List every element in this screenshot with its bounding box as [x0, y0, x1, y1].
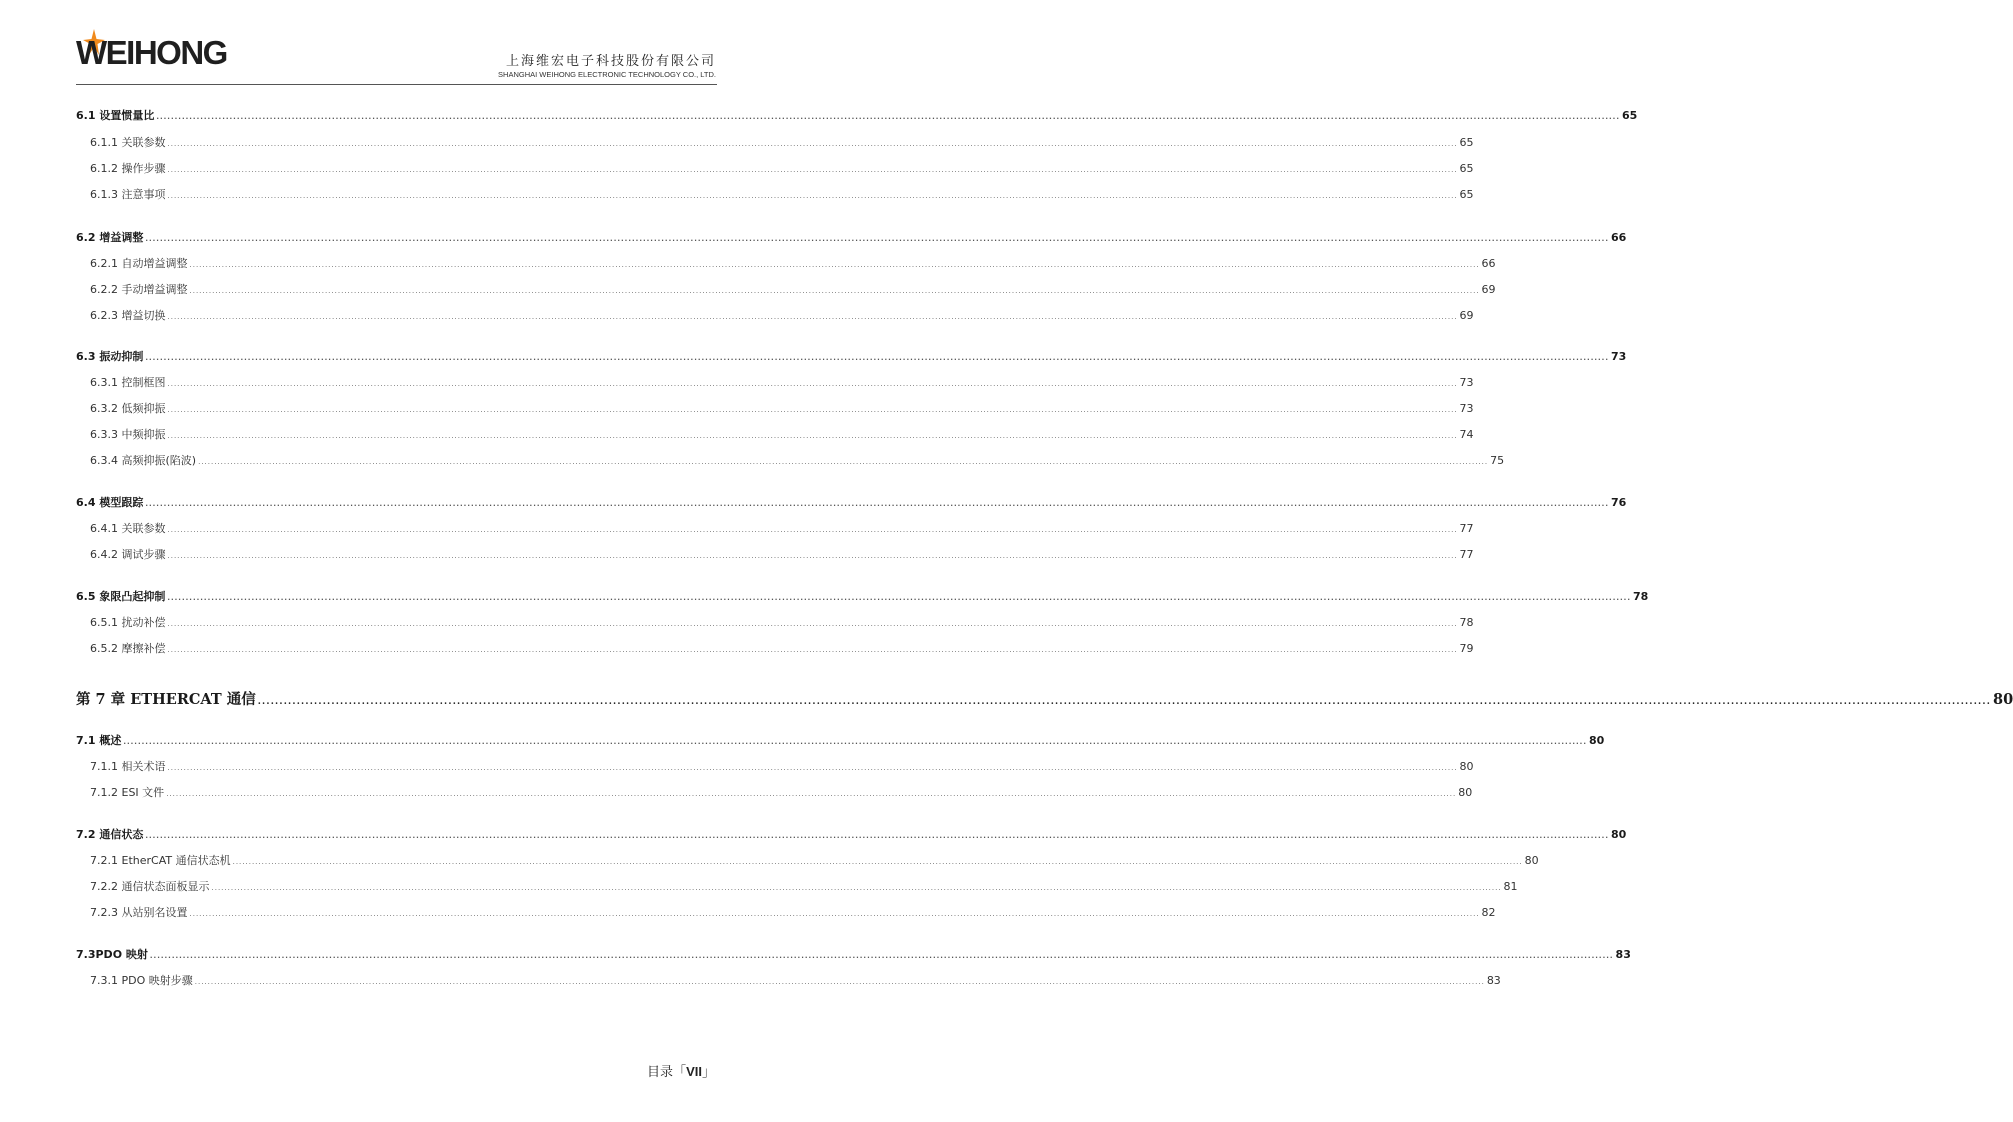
- toc-chapter-entry[interactable]: [0, 688, 2013, 712]
- toc-dot-leader: ................................................................................................................................................................................................................................................................................................................................................................................................................: [167, 406, 1458, 414]
- toc-dot-leader: ................................................................................................................................................................................................................................................................................................................................................................................................................: [167, 526, 1458, 534]
- toc-entry-page: 73: [1459, 376, 1474, 389]
- toc-dot-leader: ................................................................................................................................................................................................................................................................................................................................................................................................................: [189, 910, 1480, 918]
- toc-entry-page: 65: [1459, 188, 1474, 201]
- toc-dot-leader: ................................................................................................................................................................................................................................................................................................................................................................................................................: [167, 313, 1458, 321]
- footer-page-number: VII: [686, 1064, 702, 1079]
- footer-label: 目录: [647, 1065, 674, 1080]
- toc-entry-page: 66: [1481, 257, 1496, 270]
- toc-entry-page: 80: [1459, 760, 1474, 773]
- toc-entry-page: 69: [1459, 309, 1474, 322]
- toc-entry-page: 79: [1459, 642, 1474, 655]
- toc-section-entry[interactable]: [0, 826, 1627, 846]
- toc-entry-page: 73: [1459, 402, 1474, 415]
- toc-entry-number: 6.2.3: [90, 309, 122, 322]
- toc-entry-page: 80: [1589, 734, 1605, 747]
- toc-entry-title: 高频抑振(陷波): [121, 454, 197, 467]
- toc-dot-leader: ................................................................................................................................................................................................................................................................................................................................................................................................................: [145, 354, 1609, 362]
- toc-dot-leader: ................................................................................................................................................................................................................................................................................................................................................................................................................: [149, 952, 1614, 960]
- toc-entry-title: ETHERCAT 通信: [130, 691, 256, 708]
- toc-dot-leader: ................................................................................................................................................................................................................................................................................................................................................................................................................: [189, 287, 1480, 295]
- toc-entry-number: 6.2: [76, 231, 100, 244]
- toc-entry-page: 74: [1459, 428, 1474, 441]
- toc-entry-page: 69: [1481, 283, 1496, 296]
- toc-entry-title: 增益调整: [99, 231, 144, 244]
- toc-dot-leader: ................................................................................................................................................................................................................................................................................................................................................................................................................: [167, 620, 1458, 628]
- footer-bracket-close: 」: [701, 1065, 715, 1080]
- toc-section-entry[interactable]: [0, 732, 1605, 752]
- toc-entry-title: 振动抑制: [99, 350, 144, 363]
- toc-subsection-entry[interactable]: [0, 281, 1496, 301]
- toc-dot-leader: ................................................................................................................................................................................................................................................................................................................................................................................................................: [167, 432, 1458, 440]
- toc-entry-title: 低频抑振: [121, 402, 166, 415]
- toc-dot-leader: ................................................................................................................................................................................................................................................................................................................................................................................................................: [211, 884, 1502, 892]
- toc-subsection-entry[interactable]: [0, 255, 1496, 275]
- toc-entry-number: 6.2.2: [90, 283, 122, 296]
- toc-entry-title: 通信状态: [99, 828, 144, 841]
- toc-entry-title: 象限凸起抑制: [99, 590, 166, 603]
- toc-entry-page: 78: [1633, 590, 1649, 603]
- toc-dot-leader: ................................................................................................................................................................................................................................................................................................................................................................................................................: [167, 380, 1458, 388]
- header-divider: [76, 84, 717, 85]
- toc-subsection-entry[interactable]: [0, 614, 1474, 634]
- toc-entry-title: 增益切换: [121, 309, 166, 322]
- toc-entry-page: 80: [1458, 786, 1473, 799]
- toc-entry-title: 调试步骤: [121, 548, 166, 561]
- toc-subsection-entry[interactable]: [0, 640, 1474, 660]
- toc-dot-leader: ................................................................................................................................................................................................................................................................................................................................................................................................................: [167, 140, 1458, 148]
- toc-subsection-entry[interactable]: [0, 160, 1474, 180]
- toc-entry-title: EtherCAT 通信状态机: [121, 854, 231, 867]
- footer-bracket-open: 「: [673, 1065, 687, 1080]
- toc-entry-title: PDO 映射: [95, 948, 148, 961]
- toc-entry-number: 6.1: [76, 109, 100, 122]
- toc-entry-page: 77: [1459, 548, 1474, 561]
- toc-entry-number: 7.1.1: [90, 760, 122, 773]
- company-name-cn: 上海维宏电子科技股份有限公司: [505, 54, 716, 69]
- toc-entry-page: 83: [1615, 948, 1631, 961]
- toc-entry-number: 6.4.1: [90, 522, 122, 535]
- toc-entry-page: 65: [1459, 136, 1474, 149]
- toc-entry-title: 通信状态面板显示: [121, 880, 210, 893]
- toc-dot-leader: ................................................................................................................................................................................................................................................................................................................................................................................................................: [145, 832, 1609, 840]
- toc-entry-number: 7.1.2: [90, 786, 122, 799]
- toc-entry-number: 6.1.3: [90, 188, 122, 201]
- toc-entry-number: 7.2: [76, 828, 100, 841]
- toc-entry-page: 80: [1524, 854, 1539, 867]
- toc-entry-title: 中频抑振: [121, 428, 166, 441]
- toc-entry-page: 80: [1611, 828, 1627, 841]
- toc-dot-leader: ................................................................................................................................................................................................................................................................................................................................................................................................................: [156, 113, 1620, 121]
- toc-entry-number: 6.5: [76, 590, 100, 603]
- toc-entry-title: 从站别名设置: [121, 906, 188, 919]
- toc-entry-title: 设置惯量比: [99, 109, 155, 122]
- toc-subsection-entry[interactable]: [0, 452, 1505, 472]
- toc-dot-leader: ................................................................................................................................................................................................................................................................................................................................................................................................................: [257, 697, 1992, 707]
- toc-entry-title: 关联参数: [121, 522, 166, 535]
- toc-subsection-entry[interactable]: [0, 186, 1474, 206]
- toc-entry-title: 注意事项: [121, 188, 166, 201]
- toc-dot-leader: ................................................................................................................................................................................................................................................................................................................................................................................................................: [167, 192, 1458, 200]
- toc-entry-title: 关联参数: [121, 136, 166, 149]
- toc-entry-title: 模型跟踪: [99, 496, 144, 509]
- toc-entry-page: 83: [1486, 974, 1501, 987]
- toc-dot-leader: ................................................................................................................................................................................................................................................................................................................................................................................................................: [167, 594, 1631, 602]
- toc-entry-number: 6.3.4: [90, 454, 122, 467]
- toc-entry-page: 73: [1611, 350, 1627, 363]
- toc-entry-page: 81: [1503, 880, 1518, 893]
- toc-subsection-entry[interactable]: [0, 904, 1496, 924]
- toc-dot-leader: ................................................................................................................................................................................................................................................................................................................................................................................................................: [166, 790, 1457, 798]
- toc-entry-number: 6.1.2: [90, 162, 122, 175]
- toc-entry-page: 65: [1459, 162, 1474, 175]
- toc-entry-number: 7.3: [76, 948, 96, 961]
- toc-dot-leader: ................................................................................................................................................................................................................................................................................................................................................................................................................: [123, 738, 1587, 746]
- toc-subsection-entry[interactable]: [0, 878, 1518, 898]
- toc-entry-number: 6.1.1: [90, 136, 122, 149]
- toc-entry-number: 7.2.2: [90, 880, 122, 893]
- toc-entry-title: 自动增益调整: [121, 257, 188, 270]
- toc-subsection-entry[interactable]: [0, 520, 1474, 540]
- company-logo: WEIHONG: [76, 34, 227, 71]
- toc-entry-page: 82: [1481, 906, 1496, 919]
- toc-subsection-entry[interactable]: [0, 852, 1539, 872]
- toc-dot-leader: ................................................................................................................................................................................................................................................................................................................................................................................................................: [189, 261, 1480, 269]
- toc-entry-title: 控制框图: [121, 376, 166, 389]
- toc-section-entry[interactable]: [0, 494, 1627, 514]
- toc-section-entry[interactable]: [0, 229, 1627, 249]
- toc-dot-leader: ................................................................................................................................................................................................................................................................................................................................................................................................................: [194, 978, 1485, 986]
- toc-entry-number: 6.4: [76, 496, 100, 509]
- toc-entry-page: 76: [1611, 496, 1627, 509]
- toc-subsection-entry[interactable]: [0, 758, 1474, 778]
- toc-entry-number: 7.2.3: [90, 906, 122, 919]
- toc-entry-number: 6.3.1: [90, 376, 122, 389]
- toc-dot-leader: ................................................................................................................................................................................................................................................................................................................................................................................................................: [232, 858, 1523, 866]
- toc-dot-leader: ................................................................................................................................................................................................................................................................................................................................................................................................................: [145, 235, 1609, 243]
- page-footer: [647, 1061, 715, 1080]
- toc-entry-title: PDO 映射步骤: [121, 974, 193, 987]
- toc-entry-number: 6.5.2: [90, 642, 122, 655]
- company-name-en: SHANGHAI WEIHONG ELECTRONIC TECHNOLOGY CO., LTD.: [498, 70, 716, 79]
- toc-entry-number: 7.1: [76, 734, 100, 747]
- toc-entry-title: 相关术语: [121, 760, 166, 773]
- toc-entry-number: 7.2.1: [90, 854, 122, 867]
- toc-entry-title: ESI 文件: [121, 786, 165, 799]
- toc-entry-title: 操作步骤: [121, 162, 166, 175]
- toc-entry-number: 6.4.2: [90, 548, 122, 561]
- toc-entry-number: 6.5.1: [90, 616, 122, 629]
- toc-entry-number: 6.3.2: [90, 402, 122, 415]
- toc-subsection-entry[interactable]: [0, 972, 1501, 992]
- toc-entry-page: 77: [1459, 522, 1474, 535]
- toc-subsection-entry[interactable]: [0, 784, 1473, 804]
- toc-entry-number: 第 7 章: [76, 691, 131, 708]
- toc-section-entry[interactable]: [0, 946, 1631, 966]
- toc-subsection-entry[interactable]: [0, 546, 1474, 566]
- toc-entry-page: 65: [1622, 109, 1638, 122]
- toc-entry-number: 7.3.1: [90, 974, 122, 987]
- toc-subsection-entry[interactable]: [0, 400, 1474, 420]
- toc-subsection-entry[interactable]: [0, 426, 1474, 446]
- toc-dot-leader: ................................................................................................................................................................................................................................................................................................................................................................................................................: [167, 646, 1458, 654]
- toc-subsection-entry[interactable]: [0, 307, 1474, 327]
- toc-section-entry[interactable]: [0, 107, 1638, 127]
- toc-entry-page: 78: [1459, 616, 1474, 629]
- toc-entry-page: 80: [1993, 691, 2013, 708]
- toc-entry-page: 75: [1490, 454, 1505, 467]
- toc-entry-page: 66: [1611, 231, 1627, 244]
- toc-dot-leader: ................................................................................................................................................................................................................................................................................................................................................................................................................: [167, 552, 1458, 560]
- toc-dot-leader: ................................................................................................................................................................................................................................................................................................................................................................................................................: [167, 764, 1458, 772]
- toc-dot-leader: ................................................................................................................................................................................................................................................................................................................................................................................................................: [167, 166, 1458, 174]
- page-header: [0, 0, 793, 100]
- toc-section-entry[interactable]: [0, 348, 1627, 368]
- toc-entry-title: 扰动补偿: [121, 616, 166, 629]
- toc-entry-title: 手动增益调整: [121, 283, 188, 296]
- toc-entry-number: 6.3: [76, 350, 100, 363]
- toc-subsection-entry[interactable]: [0, 134, 1474, 154]
- toc-entry-title: 概述: [99, 734, 122, 747]
- toc-entry-number: 6.2.1: [90, 257, 122, 270]
- toc-section-entry[interactable]: [0, 588, 1649, 608]
- toc-dot-leader: ................................................................................................................................................................................................................................................................................................................................................................................................................: [198, 458, 1489, 466]
- toc-subsection-entry[interactable]: [0, 374, 1474, 394]
- toc-entry-title: 摩擦补偿: [121, 642, 166, 655]
- toc-entry-number: 6.3.3: [90, 428, 122, 441]
- toc-dot-leader: ................................................................................................................................................................................................................................................................................................................................................................................................................: [145, 500, 1609, 508]
